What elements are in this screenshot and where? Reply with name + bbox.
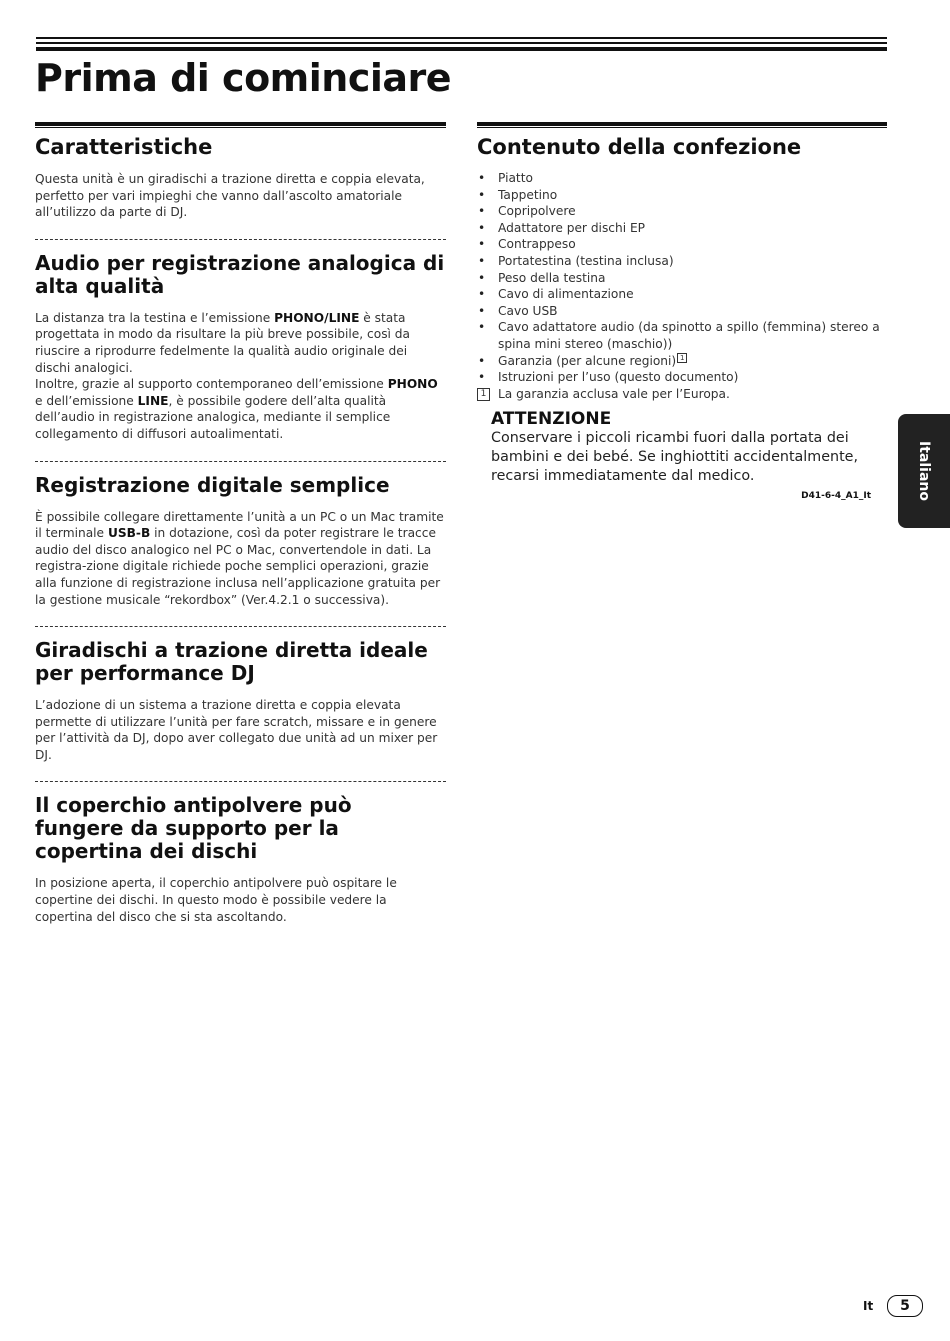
list-item: • Tappetino	[477, 187, 887, 204]
term-line: LINE	[137, 393, 169, 408]
list-item: • Peso della testina	[477, 270, 887, 287]
attention-block	[491, 409, 871, 501]
list-item: • Cavo USB	[477, 303, 887, 320]
dashed-divider	[35, 626, 446, 627]
text-audio-2: Inoltre, grazie al supporto contemporaneo dell’emissione PHONO e dell’emissione LINE, è possibile godere dell’alta qualità dell’audio in registrazione analogica, mediante il semplice collegamento di diffusori autoalimentati.	[35, 377, 438, 441]
list-item: • Portatestina (testina inclusa)	[477, 253, 887, 270]
dashed-divider	[35, 239, 446, 240]
language-tab-label: Italiano	[916, 441, 932, 501]
section-rule	[35, 122, 446, 128]
list-item: • Istruzioni per l’uso (questo documento)	[477, 369, 887, 386]
list-item: • Piatto	[477, 170, 887, 187]
heading-caratteristiche: Caratteristiche	[35, 135, 213, 159]
attention-title: ATTENZIONE	[491, 409, 612, 430]
list-item: • Copripolvere	[477, 203, 887, 220]
header-rule-thin-1	[36, 37, 887, 39]
attention-code: D41-6-4_A1_It	[801, 491, 871, 502]
term-phono: PHONO	[387, 377, 438, 392]
footnote-number: 1	[477, 388, 490, 401]
attention-text: Conservare i piccoli ricambi fuori dalla portata dei bambini e dei bebé. Se inghiottiti accidentalmente, recarsi immediatamente dal medico.	[491, 430, 859, 485]
term-phono-line: PHONO/LINE	[274, 310, 360, 325]
text-audio-1: La distanza tra la testina e l’emissione PHONO/LINE è stata progettata in modo da risultare la più breve possibile, così da riuscire a riprodurre fedelmente la qualità audio originale dei dischi analogici.	[35, 310, 411, 375]
text-caratteristiche: Questa unità è un giradischi a trazione diretta e coppia elevata, perfetto per vari impieghi che vanno dall’ascolto amatoriale all’utilizzo da parte di DJ.	[35, 172, 425, 220]
list-item: • Cavo adattatore audio (da spinotto a spillo (femmina) stereo a spina mini stereo (maschio))	[477, 319, 887, 352]
footer-language: It	[863, 1299, 874, 1313]
term-usb-b: USB-B	[107, 526, 151, 541]
list-item: • Contrappeso	[477, 236, 887, 253]
page-number: 5	[887, 1295, 923, 1317]
language-tab	[898, 414, 950, 528]
dashed-divider	[35, 781, 446, 782]
text-digitale: È possibile collegare direttamente l’unità a un PC o un Mac tramite il terminale USB-B in dotazione, così da poter registrare le tracce audio del disco analogico nel PC o Mac, convertendole in dati. La registra-zione digitale richiede poche semplici operazioni, grazie alla funzione di registrazione inclusa nell’applicazione gratuita per la gestione musicale “rekordbox” (Ver.4.2.1 o successiva).	[35, 509, 444, 607]
page-title: Prima di cominciare	[35, 56, 452, 100]
heading-giradischi: Giradischi a trazione diretta ideale per performance DJ	[35, 638, 428, 686]
heading-contenuto: Contenuto della confezione	[477, 135, 802, 159]
footnote-marker: 1	[677, 353, 687, 363]
section-rule	[477, 122, 887, 128]
heading-coperchio: Il coperchio antipolvere può fungere da supporto per la copertina dei dischi	[35, 793, 352, 864]
text-coperchio: In posizione aperta, il coperchio antipolvere può ospitare le copertine dei dischi. In questo modo è possibile vedere la copertina del disco che si sta ascoltando.	[35, 876, 397, 924]
header-rule-thin-2	[36, 42, 887, 44]
dashed-divider	[35, 461, 446, 462]
footnote	[477, 386, 887, 403]
heading-digitale: Registrazione digitale semplice	[35, 472, 390, 497]
list-item: • Garanzia (per alcune regioni) 1	[477, 353, 887, 370]
footnote-text: La garanzia acclusa vale per l’Europa.	[498, 386, 730, 401]
left-column	[35, 122, 446, 925]
heading-audio: Audio per registrazione analogica di alta qualità	[35, 250, 445, 298]
contents-list	[477, 170, 887, 386]
list-item: • Adattatore per dischi EP	[477, 220, 887, 237]
right-column	[477, 122, 887, 501]
text-giradischi: L’adozione di un sistema a trazione diretta e coppia elevata permette di utilizzare l’unità per fare scratch, missare e in genere per l’attività da DJ, dopo aver collegato due unità ad un mixer per DJ.	[35, 698, 438, 762]
list-item: • Cavo di alimentazione	[477, 286, 887, 303]
header-rule-thick	[36, 47, 887, 51]
